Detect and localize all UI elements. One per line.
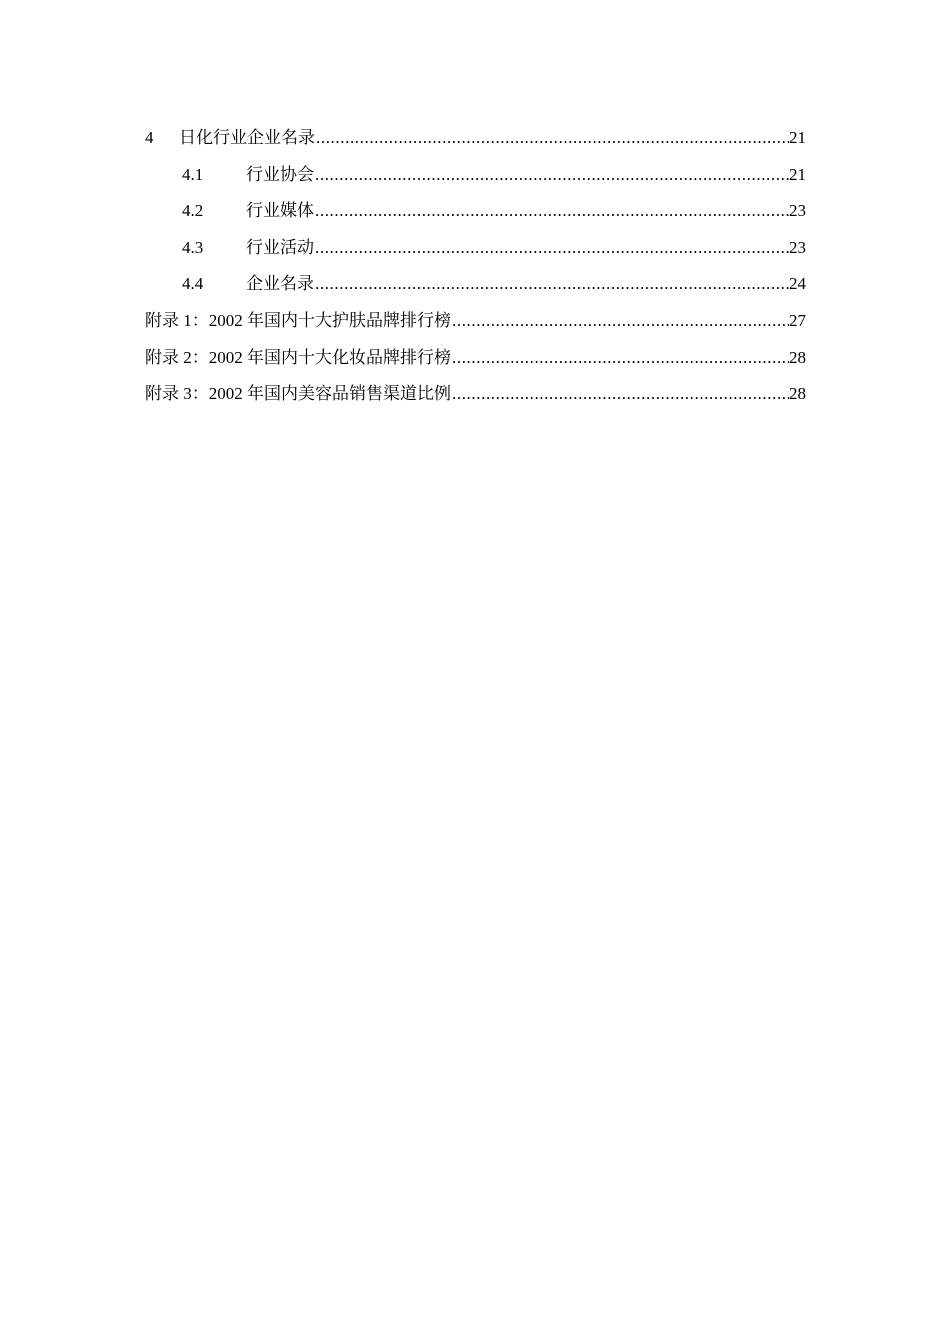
toc-entry-4[interactable] <box>145 124 806 161</box>
toc-entry-number: 4.2 <box>182 201 204 221</box>
toc-entry-4-3[interactable] <box>145 234 806 271</box>
toc-entry-number: 4.1 <box>182 164 204 184</box>
toc-entry-number: 4 <box>145 128 154 147</box>
toc-entry-title: 附录 2：2002 年国内十大化妆品牌排行榜 <box>145 347 451 367</box>
toc-entry-number: 4.4 <box>182 274 204 294</box>
toc-entry-title: 行业协会 <box>246 164 314 184</box>
toc-entry-appendix-1[interactable] <box>145 307 806 344</box>
dot-leader <box>315 124 789 152</box>
toc-entry-page: 23 <box>789 237 806 257</box>
dot-leader <box>314 234 789 262</box>
dot-leader <box>314 270 789 298</box>
toc-entry-title: 企业名录 <box>246 274 314 294</box>
toc-entry-page: 23 <box>789 201 806 221</box>
toc-entry-page: 27 <box>789 310 806 330</box>
toc-entry-title: 附录 3：2002 年国内美容品销售渠道比例 <box>145 384 451 404</box>
toc-entry-number: 4.3 <box>182 237 204 257</box>
toc-entry-4-2[interactable] <box>145 197 806 234</box>
dot-leader <box>451 380 789 408</box>
dot-leader <box>314 197 789 225</box>
toc-entry-page: 21 <box>789 128 806 147</box>
toc-entry-appendix-3[interactable] <box>145 380 806 417</box>
dot-leader <box>451 344 789 372</box>
toc-entry-title: 日化行业企业名录 <box>179 128 315 147</box>
toc-entry-4-1[interactable] <box>145 161 806 198</box>
toc-entry-page: 28 <box>789 347 806 367</box>
toc-entry-appendix-2[interactable] <box>145 344 806 381</box>
toc-entry-4-4[interactable] <box>145 270 806 307</box>
toc-entry-page: 24 <box>789 274 806 294</box>
toc-entry-title: 行业活动 <box>246 237 314 257</box>
dot-leader <box>314 161 789 189</box>
toc-entry-title: 行业媒体 <box>246 201 314 221</box>
toc-entry-page: 21 <box>789 164 806 184</box>
dot-leader <box>451 307 789 335</box>
toc-entry-page: 28 <box>789 384 806 404</box>
toc-entry-title: 附录 1：2002 年国内十大护肤品牌排行榜 <box>145 310 451 330</box>
table-of-contents <box>145 124 806 417</box>
